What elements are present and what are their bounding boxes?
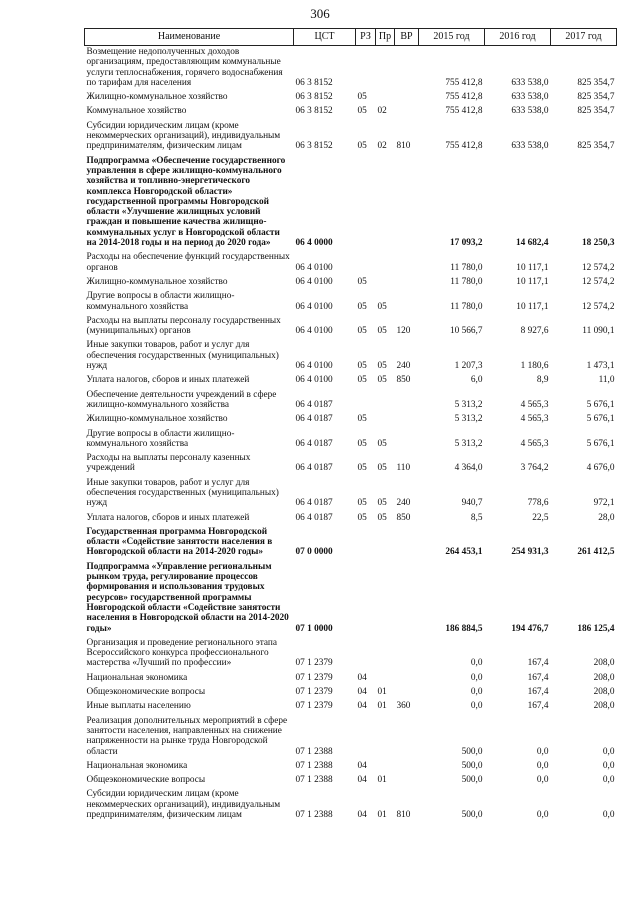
table-row — [85, 374, 617, 388]
row-rz: 05 — [357, 414, 367, 425]
row-name: Государственная программа Новгородской области «Содействие занятости населения в Новгородской области на 2014-2020 годы» — [86, 526, 273, 558]
table-row — [85, 715, 617, 760]
row-value-2016: 0,0 — [536, 810, 549, 820]
row-pr: 05 — [377, 361, 387, 372]
row-rz — [356, 389, 376, 414]
table-row — [85, 686, 617, 700]
row-value-2015: 5 313,2 — [454, 399, 483, 410]
row-value-2015: 755 412,8 — [445, 106, 483, 117]
row-name: Жилищно-коммунальное хозяйство — [86, 414, 228, 425]
row-value-2015: 0,0 — [470, 687, 483, 698]
row-rz — [356, 715, 376, 760]
row-name: Другие вопросы в области жилищно-коммунального хозяйства — [86, 428, 235, 449]
row-value-2016: 4 565,3 — [520, 438, 549, 449]
row-vr — [395, 413, 419, 427]
row-value-2015: 11 780,0 — [450, 262, 483, 273]
row-value-2017: 5 676,1 — [586, 438, 615, 449]
row-name: Организация и проведение регионального этапа Всероссийского конкурса профессионального мастерства «Лучший по профессии» — [86, 637, 277, 669]
row-value-2017: 0,0 — [602, 775, 615, 786]
row-value-2016: 167,4 — [527, 701, 549, 712]
row-rz — [356, 561, 376, 637]
row-pr: 02 — [377, 141, 387, 152]
row-code: 07 1 2388 — [295, 760, 333, 771]
row-code: 07 1 2379 — [295, 658, 333, 669]
row-value-2016: 1 180,6 — [520, 361, 549, 372]
row-value-2015: 500,0 — [461, 746, 483, 757]
row-pr: 02 — [377, 106, 387, 117]
row-rz: 04 — [357, 672, 367, 683]
row-code: 06 4 0187 — [295, 512, 333, 523]
page-number: 306 — [310, 6, 330, 21]
row-rz — [356, 155, 376, 252]
table-body — [85, 46, 617, 824]
row-vr: 110 — [396, 463, 411, 474]
table-row — [85, 91, 617, 105]
row-code: 06 4 0187 — [295, 438, 333, 449]
row-vr: 810 — [396, 810, 411, 820]
row-name: Общеэкономические вопросы — [86, 687, 206, 698]
table-row — [85, 105, 617, 119]
row-name: Расходы на выплаты персоналу государственных (муниципальных) органов — [86, 315, 281, 337]
row-value-2015: 500,0 — [461, 775, 483, 786]
row-vr — [395, 91, 419, 105]
row-pr: 05 — [377, 498, 387, 509]
table-row — [85, 477, 617, 512]
row-value-2015: 4 364,0 — [454, 463, 483, 474]
row-vr: 850 — [396, 512, 411, 523]
row-rz: 05 — [357, 438, 367, 449]
row-value-2015: 500,0 — [461, 810, 483, 820]
row-value-2017: 208,0 — [593, 672, 615, 683]
row-vr — [395, 155, 419, 252]
row-pr — [376, 389, 395, 414]
row-value-2016: 0,0 — [536, 746, 549, 757]
row-value-2015: 940,7 — [461, 498, 483, 509]
table-row — [85, 339, 617, 374]
row-value-2017: 12 574,2 — [581, 301, 615, 312]
row-value-2015: 6,0 — [470, 375, 483, 386]
table-row — [85, 276, 617, 290]
row-value-2017: 12 574,2 — [581, 262, 615, 273]
row-value-2017: 11 090,1 — [582, 326, 615, 337]
header-vr: ВР — [395, 29, 419, 46]
row-value-2016: 194 476,7 — [511, 623, 549, 634]
row-code: 06 4 0187 — [295, 399, 333, 410]
row-code: 06 4 0187 — [295, 498, 333, 509]
row-vr: 360 — [396, 701, 411, 712]
header-2016: 2016 год — [485, 29, 551, 46]
row-value-2016: 3 764,2 — [520, 463, 549, 474]
row-value-2016: 778,6 — [527, 498, 549, 509]
table-row — [85, 526, 617, 561]
row-value-2016: 10 117,1 — [516, 301, 549, 312]
table-row — [85, 428, 617, 453]
table-row — [85, 251, 617, 276]
row-pr: 05 — [377, 463, 387, 474]
table-row — [85, 389, 617, 414]
row-value-2016: 633 538,0 — [511, 92, 549, 103]
row-pr — [376, 715, 395, 760]
row-value-2016: 167,4 — [527, 687, 549, 698]
row-name: Общеэкономические вопросы — [86, 775, 206, 786]
row-code: 07 1 2388 — [295, 775, 333, 786]
row-pr: 01 — [377, 775, 387, 786]
row-name: Субсидии юридическим лицам (кроме некоммерческих организаций), индивидуальным предпринимателям, физическим лицам — [86, 789, 281, 820]
row-pr — [376, 637, 395, 672]
row-value-2016: 633 538,0 — [511, 106, 549, 117]
row-value-2016: 8 927,6 — [520, 326, 549, 337]
row-vr — [395, 251, 419, 276]
row-vr: 120 — [396, 326, 411, 337]
header-code: ЦСТ — [294, 29, 356, 46]
row-name: Другие вопросы в области жилищно-коммунального хозяйства — [86, 291, 235, 312]
row-code: 06 4 0000 — [295, 238, 333, 249]
row-code: 06 4 0100 — [295, 276, 333, 287]
row-pr: 01 — [377, 810, 387, 820]
row-value-2017: 18 250,3 — [581, 238, 615, 249]
row-rz — [356, 46, 376, 92]
row-value-2017: 1 473,1 — [586, 361, 615, 372]
table-row — [85, 120, 617, 155]
row-value-2017: 825 354,7 — [577, 106, 615, 117]
row-value-2015: 755 412,8 — [445, 77, 483, 88]
row-name: Подпрограмма «Обеспечение государственного управления в сфере жилищно-коммунального хозяйства и топливно-энергетического комплекса Новгородской области» государственной программы Новгородской области «Улучшение жилищных условий граждан и повышение качества жилищно-коммунальных услуг в Новгородской области на 2014-2018 годы и на период до 2020 года» — [86, 155, 286, 249]
row-rz: 05 — [357, 326, 367, 337]
row-rz — [356, 526, 376, 561]
row-pr: 01 — [377, 687, 387, 698]
table-row — [85, 637, 617, 672]
row-pr: 05 — [377, 375, 387, 386]
row-rz: 05 — [357, 512, 367, 523]
row-value-2016: 10 117,1 — [516, 276, 549, 287]
row-vr — [395, 428, 419, 453]
row-code: 06 3 8152 — [295, 92, 333, 103]
row-value-2015: 10 566,7 — [449, 326, 483, 337]
table-row — [85, 760, 617, 774]
row-code: 07 1 2379 — [295, 687, 333, 698]
row-value-2015: 1 207,3 — [454, 361, 483, 372]
table-row — [85, 315, 617, 340]
table-row — [85, 290, 617, 315]
row-vr — [395, 526, 419, 561]
row-vr — [395, 46, 419, 92]
row-pr: 05 — [377, 326, 387, 337]
row-value-2016: 4 565,3 — [520, 399, 549, 410]
header-name: Наименование — [85, 29, 294, 46]
row-value-2017: 261 412,5 — [577, 547, 615, 558]
row-name: Жилищно-коммунальное хозяйство — [86, 276, 228, 287]
row-value-2015: 8,5 — [470, 512, 483, 523]
row-code: 06 3 8152 — [295, 106, 333, 117]
row-value-2016: 633 538,0 — [511, 141, 549, 152]
row-pr: 05 — [377, 438, 387, 449]
row-value-2015: 0,0 — [470, 658, 483, 669]
row-vr — [395, 389, 419, 414]
row-value-2015: 264 453,1 — [445, 547, 483, 558]
row-vr — [395, 672, 419, 686]
row-value-2017: 825 354,7 — [577, 92, 615, 103]
row-name: Жилищно-коммунальное хозяйство — [86, 92, 228, 103]
row-value-2017: 5 676,1 — [586, 414, 615, 425]
row-name: Иные закупки товаров, работ и услуг для обеспечения государственных (муниципальных) нужд — [86, 340, 279, 372]
row-value-2017: 0,0 — [602, 746, 615, 757]
row-value-2017: 208,0 — [593, 701, 615, 712]
table-row — [85, 672, 617, 686]
row-value-2017: 0,0 — [602, 760, 615, 771]
row-code: 07 1 2388 — [295, 810, 333, 820]
row-code: 07 0 0000 — [295, 547, 333, 558]
table-row — [85, 774, 617, 788]
row-pr: 05 — [377, 512, 387, 523]
row-pr — [376, 46, 395, 92]
row-value-2015: 17 093,2 — [449, 238, 483, 249]
row-name: Национальная экономика — [86, 760, 188, 771]
row-rz: 05 — [357, 498, 367, 509]
row-pr — [376, 91, 395, 105]
row-rz — [356, 251, 376, 276]
row-name: Обеспечение деятельности учреждений в сфере жилищно-коммунального хозяйства — [86, 389, 277, 410]
row-value-2016: 8,9 — [536, 375, 549, 386]
row-value-2016: 4 565,3 — [520, 414, 549, 425]
row-value-2016: 0,0 — [536, 760, 549, 771]
row-code: 06 3 8152 — [295, 141, 333, 152]
row-value-2016: 22,5 — [532, 512, 549, 523]
row-value-2015: 11 780,0 — [450, 301, 483, 312]
row-value-2015: 5 313,2 — [454, 438, 483, 449]
table-row — [85, 561, 617, 637]
row-value-2015: 186 884,5 — [445, 623, 483, 634]
row-value-2015: 5 313,2 — [454, 414, 483, 425]
row-rz: 04 — [357, 775, 367, 786]
row-code: 06 4 0187 — [295, 414, 333, 425]
row-value-2016: 633 538,0 — [511, 77, 549, 88]
row-name: Расходы на выплаты персоналу казенных учреждений — [86, 453, 251, 474]
row-vr — [395, 637, 419, 672]
row-rz: 04 — [357, 687, 367, 698]
row-value-2017: 208,0 — [593, 658, 615, 669]
row-value-2015: 0,0 — [470, 672, 483, 683]
row-value-2017: 11,0 — [598, 375, 615, 386]
table-row — [85, 788, 617, 823]
row-rz: 04 — [357, 810, 367, 820]
row-rz: 05 — [357, 92, 367, 103]
row-rz: 05 — [357, 276, 367, 287]
row-value-2017: 825 354,7 — [577, 77, 615, 88]
row-pr — [376, 413, 395, 427]
row-code: 07 1 2379 — [295, 701, 333, 712]
row-vr: 240 — [396, 361, 411, 372]
row-pr — [376, 155, 395, 252]
row-name: Коммунальное хозяйство — [86, 106, 187, 117]
row-rz — [356, 637, 376, 672]
row-name: Подпрограмма «Управление региональным рынком труда, регулирование процессов формирования и использования трудовых ресурсов» государственной программы Новгородской области «Содействие занятости населения в Новгородской области на 2014-2020 годы» — [86, 561, 289, 634]
row-name: Реализация дополнительных мероприятий в сфере занятости населения, направленных на снижение напряженности на рынке труда Новгородской области — [86, 715, 288, 757]
row-code: 07 1 2388 — [295, 746, 333, 757]
row-value-2016: 167,4 — [527, 672, 549, 683]
row-value-2015: 0,0 — [470, 701, 483, 712]
table-row — [85, 700, 617, 714]
header-2017: 2017 год — [551, 29, 617, 46]
row-code: 07 1 2379 — [295, 672, 333, 683]
row-value-2017: 5 676,1 — [586, 399, 615, 410]
row-code: 06 4 0100 — [295, 361, 333, 372]
row-vr — [395, 715, 419, 760]
row-vr: 240 — [396, 498, 411, 509]
row-vr — [395, 760, 419, 774]
table-row — [85, 452, 617, 477]
row-value-2017: 12 574,2 — [581, 276, 615, 287]
row-value-2016: 254 931,3 — [511, 547, 549, 558]
row-pr — [376, 526, 395, 561]
row-value-2016: 0,0 — [536, 775, 549, 786]
row-value-2017: 28,0 — [598, 512, 615, 523]
row-rz: 04 — [357, 760, 367, 771]
row-value-2015: 755 412,8 — [445, 141, 483, 152]
table-header — [85, 29, 617, 46]
row-value-2015: 500,0 — [461, 760, 483, 771]
row-rz: 05 — [357, 106, 367, 117]
row-value-2017: 825 354,7 — [577, 141, 615, 152]
row-rz: 05 — [357, 141, 367, 152]
table-row — [85, 155, 617, 252]
row-pr — [376, 561, 395, 637]
row-code: 06 4 0100 — [295, 375, 333, 386]
row-vr — [395, 686, 419, 700]
row-value-2015: 11 780,0 — [450, 276, 483, 287]
row-value-2017: 972,1 — [593, 498, 615, 509]
row-pr — [376, 251, 395, 276]
row-name: Иные выплаты населению — [86, 701, 191, 712]
table-row — [85, 46, 617, 92]
row-vr: 810 — [396, 141, 411, 152]
row-pr — [376, 276, 395, 290]
row-code: 06 4 0187 — [295, 463, 333, 474]
row-vr: 850 — [396, 375, 411, 386]
row-name: Возмещение недополученных доходов организациям, предоставляющим коммунальные услуги теплоснабжения, горячего водоснабжения по тарифам для населения — [86, 47, 283, 88]
row-pr: 05 — [377, 301, 387, 312]
header-pr: Пр — [376, 29, 395, 46]
row-value-2016: 10 117,1 — [516, 262, 549, 273]
header-2015: 2015 год — [419, 29, 485, 46]
row-vr — [395, 276, 419, 290]
table-row — [85, 413, 617, 427]
row-name: Субсидии юридическим лицам (кроме некоммерческих организаций), индивидуальным предпринимателям, физическим лицам — [86, 120, 281, 152]
row-code: 06 4 0100 — [295, 326, 333, 337]
row-value-2017: 4 676,0 — [586, 463, 615, 474]
row-name: Уплата налогов, сборов и иных платежей — [86, 375, 250, 386]
row-name: Расходы на обеспечение функций государственных органов — [86, 252, 290, 273]
row-pr: 01 — [377, 701, 387, 712]
budget-table — [84, 28, 617, 823]
row-code: 06 3 8152 — [295, 77, 333, 88]
row-rz: 05 — [357, 463, 367, 474]
row-value-2017: 186 125,4 — [577, 623, 615, 634]
row-rz: 05 — [357, 301, 367, 312]
row-value-2016: 167,4 — [527, 658, 549, 669]
row-rz: 05 — [357, 375, 367, 386]
header-rz: РЗ — [356, 29, 376, 46]
row-pr — [376, 760, 395, 774]
row-vr — [395, 105, 419, 119]
row-name: Уплата налогов, сборов и иных платежей — [86, 512, 250, 523]
row-vr — [395, 561, 419, 637]
row-name: Национальная экономика — [86, 672, 188, 683]
row-code: 06 4 0100 — [295, 262, 333, 273]
row-vr — [395, 290, 419, 315]
row-value-2016: 14 682,4 — [515, 238, 549, 249]
row-rz: 05 — [357, 361, 367, 372]
row-value-2017: 0,0 — [602, 810, 615, 820]
header-row — [85, 29, 617, 46]
table-row — [85, 512, 617, 526]
row-code: 06 4 0100 — [295, 301, 333, 312]
row-pr — [376, 672, 395, 686]
row-code: 07 1 0000 — [295, 623, 333, 634]
row-name: Иные закупки товаров, работ и услуг для обеспечения государственных (муниципальных) нужд — [86, 477, 279, 509]
row-vr — [395, 774, 419, 788]
row-value-2015: 755 412,8 — [445, 92, 483, 103]
row-rz: 04 — [357, 701, 367, 712]
row-value-2017: 208,0 — [593, 687, 615, 698]
